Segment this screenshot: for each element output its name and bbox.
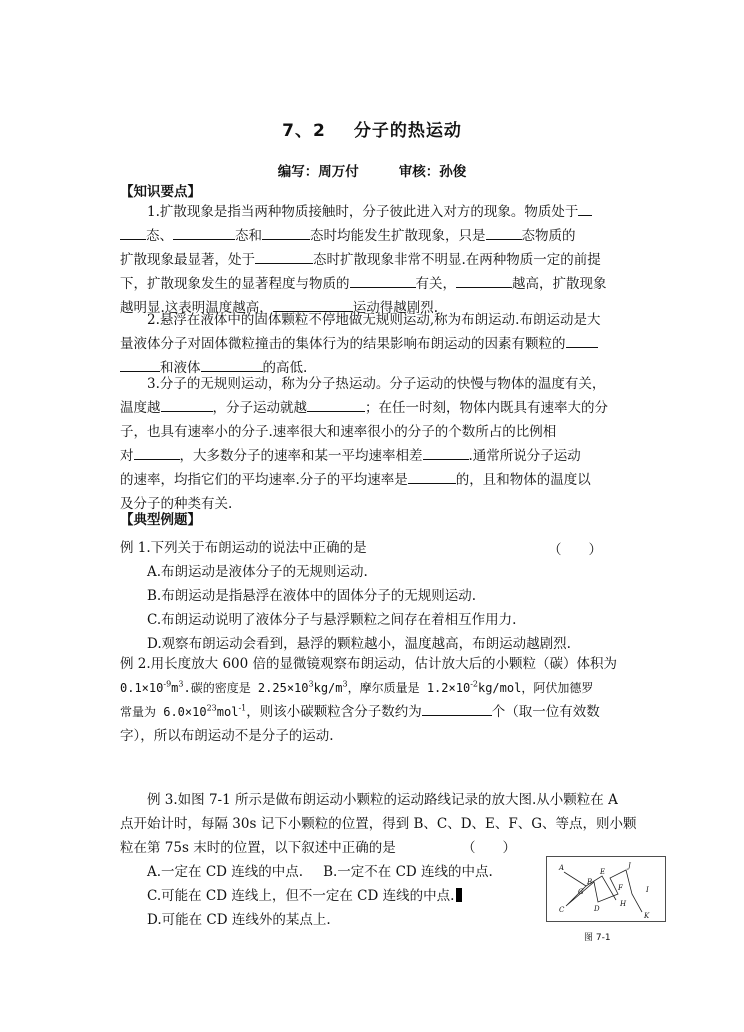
blank xyxy=(486,224,522,240)
exponent: 3 xyxy=(342,679,348,689)
blank xyxy=(307,396,365,412)
blank xyxy=(255,248,313,264)
title-number: 7、2 xyxy=(282,121,326,141)
answer-parentheses: （ ） xyxy=(548,542,602,558)
option-b: B.一定不在 CD 连线的中点. xyxy=(323,864,493,880)
text: 运动得越剧烈. xyxy=(352,300,439,316)
unit: kg/m xyxy=(313,681,343,695)
text: ，则该小碳颗粒含分子数约为 xyxy=(246,704,422,720)
blank xyxy=(456,272,512,288)
text: 3.分子的无规则运动，称为分子热运动。分子运动的快慢与物体的温度有关， xyxy=(147,376,606,392)
point-label-b: B xyxy=(587,878,593,886)
text: .通常所说分子运动 xyxy=(468,448,581,464)
page-title xyxy=(0,116,744,141)
unit: mol xyxy=(216,705,239,719)
brownian-motion-figure xyxy=(546,856,666,922)
question-stem: 例 1.下列关于布朗运动的说法中正确的是 xyxy=(120,540,367,556)
blank xyxy=(350,272,416,288)
blank xyxy=(423,444,469,460)
answer-parentheses: （ ） xyxy=(462,840,516,856)
text: 越明显.这表明温度越高， xyxy=(120,300,273,316)
title-text: 分子的热运动 xyxy=(353,121,462,141)
text-cursor xyxy=(456,888,462,902)
text: 1.扩散现象是指当两种物质接触时，分子彼此进入对方的现象。物质处于 xyxy=(147,204,579,220)
text: 点开始计时，每隔 30s 记下小颗粒的位置，得到 B、C、D、E、F、G、等点，则小颗 xyxy=(120,816,637,832)
text: 的，且和物体的温度以 xyxy=(455,472,591,488)
blank xyxy=(408,468,456,484)
text: 子，也具有速率小的分子.速率很大和速率很小的分子的个数所占的比例相 xyxy=(120,424,557,440)
blank xyxy=(566,332,598,348)
exponent: 3 xyxy=(308,679,314,689)
text: .碳的密度是 2.25×10 xyxy=(183,681,309,695)
blank xyxy=(161,396,213,412)
exponent: -2 xyxy=(470,679,478,689)
blank xyxy=(578,200,592,216)
point-label-k: K xyxy=(644,912,650,920)
blank xyxy=(262,224,310,240)
option-c: C.可能在 CD 连线上，但不一定在 CD 连线的中点. xyxy=(147,888,455,904)
section-key-points: 【知识要点】 xyxy=(120,184,201,200)
point-label-e: E xyxy=(600,868,606,876)
point-label-f: F xyxy=(618,884,623,892)
text: ，大多数分子的速率和某一平均速率相差 xyxy=(179,448,423,464)
point-label-i: I xyxy=(646,886,649,894)
exponent: -1 xyxy=(238,703,247,713)
text: 有关， xyxy=(415,276,456,292)
text: 的高低. xyxy=(262,360,308,376)
section-examples: 【典型例题】 xyxy=(120,512,201,528)
text: 及分子的种类有关. xyxy=(120,496,233,512)
motion-path xyxy=(564,870,642,912)
option-b: B.布朗运动是指悬浮在液体中的固体分子的无规则运动. xyxy=(147,588,477,604)
text: ；在任一时刻，物体内既具有速率大的分 xyxy=(365,400,608,416)
text: 越高，扩散现象 xyxy=(512,276,607,292)
exponent: 3 xyxy=(178,679,184,689)
option-c: C.布朗运动说明了液体分子与悬浮颗粒之间存在着相互作用力. xyxy=(147,612,517,628)
text: 的速率，均指它们的平均速率.分子的平均速率是 xyxy=(120,472,408,488)
point-label-a: A xyxy=(559,864,565,872)
text: 扩散现象最显著，处于 xyxy=(120,252,255,268)
text: 字），所以布朗运动不是分子的运动. xyxy=(120,728,334,744)
point-label-j: J xyxy=(628,862,631,870)
authors-line xyxy=(0,160,744,180)
text: 常量为 6.0×10 xyxy=(120,705,207,719)
blank xyxy=(173,224,235,240)
option-a: A.一定在 CD 连线的中点. xyxy=(147,864,304,880)
text: 温度越 xyxy=(120,400,161,416)
blank xyxy=(120,356,160,372)
text: 态和 xyxy=(235,228,262,244)
unit: m xyxy=(171,681,179,695)
text: 例 3.如图 7-1 所示是做布朗运动小颗粒的运动路线记录的放大图.从小颗粒在 A xyxy=(147,792,618,808)
figure-caption: 图 7-1 xyxy=(584,933,611,943)
blank xyxy=(201,356,263,372)
point-label-h: H xyxy=(620,900,627,908)
text: ，摩尔质量是 1.2×10 xyxy=(347,681,471,695)
text: 例 2.用长度放大 600 倍的显微镜观察布朗运动，估计放大后的小颗粒（碳）体积为 xyxy=(120,656,618,672)
writer-credit: 编写：周万付 xyxy=(277,164,359,180)
text: 态时扩散现象非常不明显.在两种物质一定的前提 xyxy=(313,252,601,268)
text: 态物质的 xyxy=(521,228,576,244)
key-point-2 xyxy=(120,308,640,380)
text: 量液体分子对固体微粒撞击的集体行为的结果影响布朗运动的因素有颗粒的 xyxy=(120,336,566,352)
blank xyxy=(134,444,180,460)
option-d: D.观察布朗运动会看到，悬浮的颗粒越小，温度越高，布朗运动越剧烈. xyxy=(147,636,571,652)
blank xyxy=(120,224,146,240)
text: 下，扩散现象发生的显著程度与物质的 xyxy=(120,276,350,292)
text: 态、 xyxy=(146,228,173,244)
key-point-3 xyxy=(120,372,640,516)
text: kg/mol，阿伏加德罗 xyxy=(477,681,594,695)
question-stem: 粒在第 75s 末时的位置，以下叙述中正确的是 xyxy=(120,840,396,856)
key-point-1 xyxy=(120,200,640,320)
text: 态时均能发生扩散现象，只是 xyxy=(310,228,486,244)
exponent: 23 xyxy=(206,703,217,713)
example-2 xyxy=(120,652,640,748)
point-label-d: D xyxy=(594,905,600,913)
text: 个（取一位有效数 xyxy=(491,704,600,720)
value: 0.1×10 xyxy=(120,681,164,695)
option-a: A.布朗运动是液体分子的无规则运动. xyxy=(147,564,368,580)
point-label-g: G xyxy=(578,888,584,896)
text: ，分子运动就越 xyxy=(212,400,307,416)
text: 2.悬浮在液体中的固体颗粒不停地做无规则运动,称为布朗运动.布朗运动是大 xyxy=(147,312,601,328)
option-d: D.可能在 CD 连线外的某点上. xyxy=(147,912,331,928)
text: 对 xyxy=(120,448,134,464)
point-label-c: C xyxy=(559,906,565,914)
reviewer-credit: 审核：孙俊 xyxy=(398,164,467,180)
text: 和液体 xyxy=(160,360,201,376)
exponent: -9 xyxy=(163,679,172,689)
blank xyxy=(422,700,492,716)
